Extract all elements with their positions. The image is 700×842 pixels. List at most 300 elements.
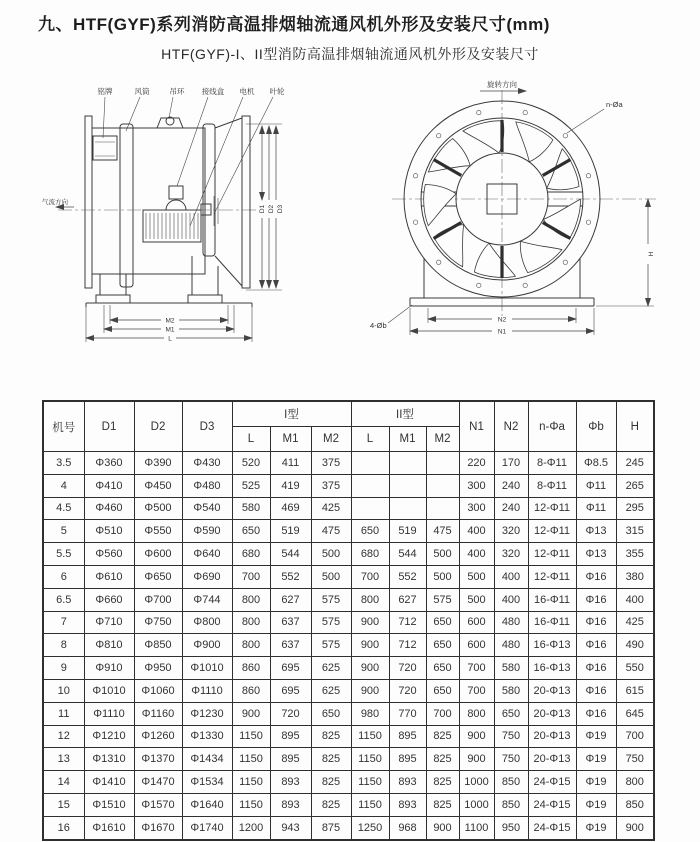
table-cell: 300: [459, 497, 494, 520]
table-cell: 650: [426, 679, 459, 702]
table-cell: 1150: [232, 771, 270, 794]
table-row: [43, 725, 654, 748]
col-header-m1-1: M1: [270, 427, 311, 452]
outlet-cone: [215, 118, 242, 286]
table-cell: 6: [43, 565, 84, 588]
table-cell: 380: [616, 565, 654, 588]
table-cell: 12: [43, 725, 84, 748]
dim-label-m1: M1: [165, 326, 175, 334]
table-cell: 893: [270, 793, 311, 816]
table-cell: 480: [494, 611, 528, 634]
table-cell: 16-Φ11: [528, 588, 576, 611]
table-cell: 900: [351, 679, 389, 702]
table-row: [43, 543, 654, 566]
table-row: [43, 748, 654, 771]
table-cell: Φ19: [576, 816, 616, 839]
table-cell: 720: [389, 679, 426, 702]
part-label-junction-box: 接线盒: [201, 87, 225, 96]
table-cell: 425: [311, 497, 351, 520]
table-cell: Φ390: [134, 452, 182, 475]
table-cell: Φ16: [576, 634, 616, 657]
foot-hole-leader: [388, 305, 412, 323]
table-cell: Φ19: [576, 793, 616, 816]
table-cell: Φ11: [576, 497, 616, 520]
table-cell: Φ610: [84, 565, 134, 588]
table-cell: [389, 497, 426, 520]
table-cell: Φ800: [182, 611, 232, 634]
dim-label-d3: D3: [277, 204, 284, 214]
table-cell: Φ1534: [182, 771, 232, 794]
table-cell: 695: [270, 657, 311, 680]
table-cell: 700: [459, 657, 494, 680]
table-cell: Φ1510: [84, 793, 134, 816]
table-cell: 419: [270, 474, 311, 497]
table-cell: 1150: [232, 793, 270, 816]
table-cell: Φ1740: [182, 816, 232, 839]
table-cell: 519: [389, 520, 426, 543]
table-cell: Φ510: [84, 520, 134, 543]
table-cell: 12-Φ11: [528, 543, 576, 566]
table-cell: 12-Φ11: [528, 497, 576, 520]
table-cell: Φ460: [84, 497, 134, 520]
table-cell: Φ910: [84, 657, 134, 680]
table-cell: 5.5: [43, 543, 84, 566]
base-line: [86, 303, 252, 307]
motor-body: [143, 210, 201, 242]
table-cell: 14: [43, 771, 84, 794]
col-header-nfa: n-Φa: [528, 401, 576, 452]
table-cell: 13: [43, 748, 84, 771]
table-cell: 712: [389, 611, 426, 634]
table-cell: Φ360: [84, 452, 134, 475]
table-cell: Φ1610: [84, 816, 134, 839]
table-cell: 825: [311, 793, 351, 816]
table-cell: 700: [351, 565, 389, 588]
table-cell: 220: [459, 452, 494, 475]
table-cell: 580: [232, 497, 270, 520]
table-cell: 8: [43, 634, 84, 657]
table-cell: 800: [459, 702, 494, 725]
table-cell: 4.5: [43, 497, 84, 520]
table-cell: 300: [459, 474, 494, 497]
table-row: [43, 565, 654, 588]
table-cell: Φ16: [576, 565, 616, 588]
table-cell: Φ1470: [134, 771, 182, 794]
table-cell: 500: [459, 565, 494, 588]
junction-box: [169, 186, 183, 199]
table-cell: Φ540: [182, 497, 232, 520]
col-header-type1: I型: [232, 401, 351, 427]
table-row: [43, 452, 654, 475]
table-cell: Φ590: [182, 520, 232, 543]
col-header-model: 机号: [43, 401, 84, 452]
table-row: [43, 634, 654, 657]
table-cell: Φ19: [576, 771, 616, 794]
table-cell: 1200: [232, 816, 270, 839]
table-cell: Φ810: [84, 634, 134, 657]
table-cell: 265: [616, 474, 654, 497]
table-cell: Φ16: [576, 679, 616, 702]
table-cell: 1150: [232, 725, 270, 748]
table-cell: 580: [494, 657, 528, 680]
table-cell: 800: [616, 771, 654, 794]
mount-ring-front: [120, 124, 133, 287]
table-cell: Φ850: [134, 634, 182, 657]
table-row: [43, 771, 654, 794]
table-row: [43, 816, 654, 839]
table-cell: 900: [616, 816, 654, 839]
table-cell: Φ11: [576, 474, 616, 497]
table-cell: Φ650: [134, 565, 182, 588]
table-cell: 400: [494, 588, 528, 611]
col-header-d2: D2: [134, 401, 182, 452]
col-header-l-2: L: [351, 427, 389, 452]
table-cell: 700: [459, 679, 494, 702]
dim-label-l: L: [168, 335, 172, 343]
table-cell: 580: [494, 679, 528, 702]
table-cell: 320: [494, 520, 528, 543]
table-cell: 1150: [351, 725, 389, 748]
table-cell: 552: [389, 565, 426, 588]
table-cell: Φ8.5: [576, 452, 616, 475]
table-cell: 315: [616, 520, 654, 543]
table-cell: Φ1434: [182, 748, 232, 771]
table-cell: Φ550: [134, 520, 182, 543]
col-header-m1-2: M1: [389, 427, 426, 452]
table-cell: 650: [232, 520, 270, 543]
table-cell: 895: [389, 748, 426, 771]
table-cell: Φ13: [576, 543, 616, 566]
table-cell: 425: [616, 611, 654, 634]
table-cell: 520: [232, 452, 270, 475]
motor-dome: [166, 200, 186, 210]
fan-casing: [92, 128, 205, 274]
table-cell: Φ13: [576, 520, 616, 543]
table-cell: 500: [426, 543, 459, 566]
table-cell: 650: [494, 702, 528, 725]
front-view-drawing: [370, 79, 656, 336]
table-cell: 825: [311, 771, 351, 794]
table-cell: 900: [351, 634, 389, 657]
table-cell: Φ1570: [134, 793, 182, 816]
table-cell: 575: [426, 588, 459, 611]
table-cell: 695: [270, 679, 311, 702]
table-cell: 720: [270, 702, 311, 725]
table-cell: Φ660: [84, 588, 134, 611]
table-cell: 16-Φ13: [528, 634, 576, 657]
table-row: [43, 657, 654, 680]
table-cell: 720: [389, 657, 426, 680]
table-cell: 15: [43, 793, 84, 816]
table-cell: 895: [270, 748, 311, 771]
table-cell: Φ710: [84, 611, 134, 634]
table-cell: 480: [494, 634, 528, 657]
motor-fins: [146, 213, 198, 239]
col-header-l-1: L: [232, 427, 270, 452]
table-cell: 400: [494, 565, 528, 588]
side-view-drawing: [42, 86, 285, 343]
table-cell: 16: [43, 816, 84, 839]
table-cell: 544: [270, 543, 311, 566]
table-cell: 850: [494, 793, 528, 816]
table-cell: 411: [270, 452, 311, 475]
table-cell: 637: [270, 611, 311, 634]
table-cell: 750: [494, 725, 528, 748]
part-label-impeller: 叶轮: [269, 87, 285, 96]
table-cell: 12-Φ11: [528, 565, 576, 588]
table-cell: 7: [43, 611, 84, 634]
table-cell: 1150: [351, 793, 389, 816]
table-cell: 700: [232, 565, 270, 588]
table-cell: 900: [459, 725, 494, 748]
table-cell: Φ744: [182, 588, 232, 611]
table-cell: Φ16: [576, 611, 616, 634]
table-cell: 700: [426, 702, 459, 725]
table-cell: 650: [426, 657, 459, 680]
table-cell: 900: [351, 611, 389, 634]
col-header-fb: Φb: [576, 401, 616, 452]
table-cell: 825: [311, 748, 351, 771]
table-row: [43, 588, 654, 611]
table-cell: 400: [459, 543, 494, 566]
dim-label-d1: D1: [259, 204, 266, 214]
table-cell: 645: [616, 702, 654, 725]
table-cell: 750: [494, 748, 528, 771]
table-cell: 893: [270, 771, 311, 794]
col-header-n2: N2: [494, 401, 528, 452]
table-cell: 650: [351, 520, 389, 543]
table-cell: 8-Φ11: [528, 474, 576, 497]
table-cell: 943: [270, 816, 311, 839]
table-cell: Φ1670: [134, 816, 182, 839]
nameplate-lines: [95, 142, 115, 156]
fan-drawings-svg: [40, 76, 662, 376]
table-cell: 525: [232, 474, 270, 497]
table-cell: Φ16: [576, 588, 616, 611]
table-cell: 650: [426, 634, 459, 657]
table-cell: Φ19: [576, 725, 616, 748]
table-cell: 650: [311, 702, 351, 725]
table-cell: 650: [426, 611, 459, 634]
technical-drawings: [40, 76, 662, 381]
table-cell: 893: [389, 793, 426, 816]
col-header-m2-2: M2: [426, 427, 459, 452]
table-cell: 16-Φ11: [528, 611, 576, 634]
table-cell: 500: [311, 565, 351, 588]
table-cell: 860: [232, 679, 270, 702]
table-cell: 1000: [459, 771, 494, 794]
table-cell: 320: [494, 543, 528, 566]
rotation-direction-label: 旋转方向: [487, 80, 517, 89]
table-cell: 490: [616, 634, 654, 657]
page-subtitle: HTF(GYF)-I、II型消防高温排烟轴流通风机外形及安装尺寸: [161, 46, 539, 62]
table-cell: Φ1310: [84, 748, 134, 771]
table-cell: 550: [616, 657, 654, 680]
table-cell: 9: [43, 657, 84, 680]
table-cell: 900: [426, 816, 459, 839]
table-cell: 400: [459, 520, 494, 543]
table-cell: 24-Φ15: [528, 816, 576, 839]
table-cell: 1100: [459, 816, 494, 839]
table-cell: 950: [494, 816, 528, 839]
table-cell: 475: [426, 520, 459, 543]
table-cell: 615: [616, 679, 654, 702]
col-header-type2: II型: [351, 401, 459, 427]
table-cell: 20-Φ13: [528, 679, 576, 702]
table-cell: 469: [270, 497, 311, 520]
table-cell: 475: [311, 520, 351, 543]
table-cell: Φ1160: [134, 702, 182, 725]
spec-table-body: [43, 452, 654, 840]
impeller-blades: [418, 114, 589, 286]
dim-label-n1: N1: [497, 328, 507, 336]
table-cell: 800: [351, 588, 389, 611]
table-cell: 680: [232, 543, 270, 566]
table-cell: Φ690: [182, 565, 232, 588]
table-cell: 24-Φ15: [528, 793, 576, 816]
table-cell: Φ1010: [84, 679, 134, 702]
table-cell: [426, 497, 459, 520]
table-cell: 575: [311, 588, 351, 611]
table-cell: Φ1330: [182, 725, 232, 748]
table-row: [43, 679, 654, 702]
table-cell: 375: [311, 452, 351, 475]
table-header: [43, 401, 654, 452]
dimension-spec-table: [42, 400, 655, 841]
table-cell: Φ1370: [134, 748, 182, 771]
table-cell: 375: [311, 474, 351, 497]
table-cell: Φ430: [182, 452, 232, 475]
table-cell: 575: [311, 611, 351, 634]
table-cell: 625: [311, 679, 351, 702]
table-cell: Φ950: [134, 657, 182, 680]
table-cell: 170: [494, 452, 528, 475]
table-cell: 245: [616, 452, 654, 475]
col-header-d3: D3: [182, 401, 232, 452]
table-cell: 1150: [351, 771, 389, 794]
table-cell: 400: [616, 588, 654, 611]
table-cell: Φ640: [182, 543, 232, 566]
table-cell: 544: [389, 543, 426, 566]
table-cell: Φ1410: [84, 771, 134, 794]
part-label-nameplate: 铭牌: [97, 87, 113, 96]
table-cell: 4: [43, 474, 84, 497]
foot-pad-right: [188, 295, 222, 303]
table-cell: 552: [270, 565, 311, 588]
table-cell: 295: [616, 497, 654, 520]
table-cell: 355: [616, 543, 654, 566]
table-cell: 240: [494, 474, 528, 497]
table-cell: 825: [426, 793, 459, 816]
table-cell: 519: [270, 520, 311, 543]
table-cell: 800: [232, 611, 270, 634]
table-cell: 712: [389, 634, 426, 657]
table-cell: 16-Φ13: [528, 657, 576, 680]
table-cell: 680: [351, 543, 389, 566]
table-cell: Φ16: [576, 702, 616, 725]
table-cell: 825: [426, 748, 459, 771]
table-cell: 875: [311, 816, 351, 839]
table-cell: Φ1210: [84, 725, 134, 748]
table-cell: 10: [43, 679, 84, 702]
table-cell: 900: [459, 748, 494, 771]
col-header-h: H: [616, 401, 654, 452]
table-cell: 800: [232, 634, 270, 657]
table-cell: 770: [389, 702, 426, 725]
table-cell: Φ600: [134, 543, 182, 566]
table-cell: 968: [389, 816, 426, 839]
support-legs: [100, 256, 218, 295]
foot-hole-label: 4-Øb: [370, 321, 387, 330]
flange-hole-leader: [567, 109, 604, 133]
table-cell: [426, 474, 459, 497]
table-cell: 980: [351, 702, 389, 725]
table-row: [43, 702, 654, 725]
table-cell: 3.5: [43, 452, 84, 475]
table-cell: 895: [389, 725, 426, 748]
table-row: [43, 474, 654, 497]
table-cell: Φ500: [134, 497, 182, 520]
table-cell: Φ700: [134, 588, 182, 611]
table-cell: 860: [232, 657, 270, 680]
table-cell: 825: [311, 725, 351, 748]
table-cell: 600: [459, 634, 494, 657]
table-cell: 600: [459, 611, 494, 634]
table-cell: 8-Φ11: [528, 452, 576, 475]
table-cell: 627: [389, 588, 426, 611]
table-cell: 20-Φ13: [528, 725, 576, 748]
table-cell: 900: [351, 657, 389, 680]
table-cell: 800: [232, 588, 270, 611]
col-header-n1: N1: [459, 401, 494, 452]
col-header-m2-1: M2: [311, 427, 351, 452]
table-cell: [389, 452, 426, 475]
table-cell: 24-Φ15: [528, 771, 576, 794]
table-cell: Φ560: [84, 543, 134, 566]
airflow-direction-label: 气流方向: [42, 199, 68, 206]
dim-label-m2: M2: [165, 317, 175, 325]
inlet-flange: [85, 116, 92, 288]
table-cell: 20-Φ13: [528, 702, 576, 725]
table-cell: 1250: [351, 816, 389, 839]
table-cell: 893: [389, 771, 426, 794]
part-label-duct: 风筒: [134, 87, 150, 96]
table-cell: [389, 474, 426, 497]
table-cell: Φ1110: [182, 679, 232, 702]
flange-hole-label: n-Øa: [606, 100, 623, 109]
lifting-lug: [157, 118, 183, 128]
table-cell: 500: [459, 588, 494, 611]
table-cell: 1150: [351, 748, 389, 771]
table-cell: [426, 452, 459, 475]
table-cell: Φ16: [576, 657, 616, 680]
table-row: [43, 793, 654, 816]
table-cell: Φ1260: [134, 725, 182, 748]
part-label-motor: 电机: [239, 87, 255, 96]
table-cell: 575: [311, 634, 351, 657]
table-cell: Φ1010: [182, 657, 232, 680]
table-row: [43, 520, 654, 543]
table-cell: Φ450: [134, 474, 182, 497]
table-cell: Φ750: [134, 611, 182, 634]
table-row: [43, 611, 654, 634]
table-cell: Φ900: [182, 634, 232, 657]
table-cell: 627: [270, 588, 311, 611]
table-cell: Φ1060: [134, 679, 182, 702]
table-cell: Φ410: [84, 474, 134, 497]
table-cell: 625: [311, 657, 351, 680]
table-cell: Φ1640: [182, 793, 232, 816]
